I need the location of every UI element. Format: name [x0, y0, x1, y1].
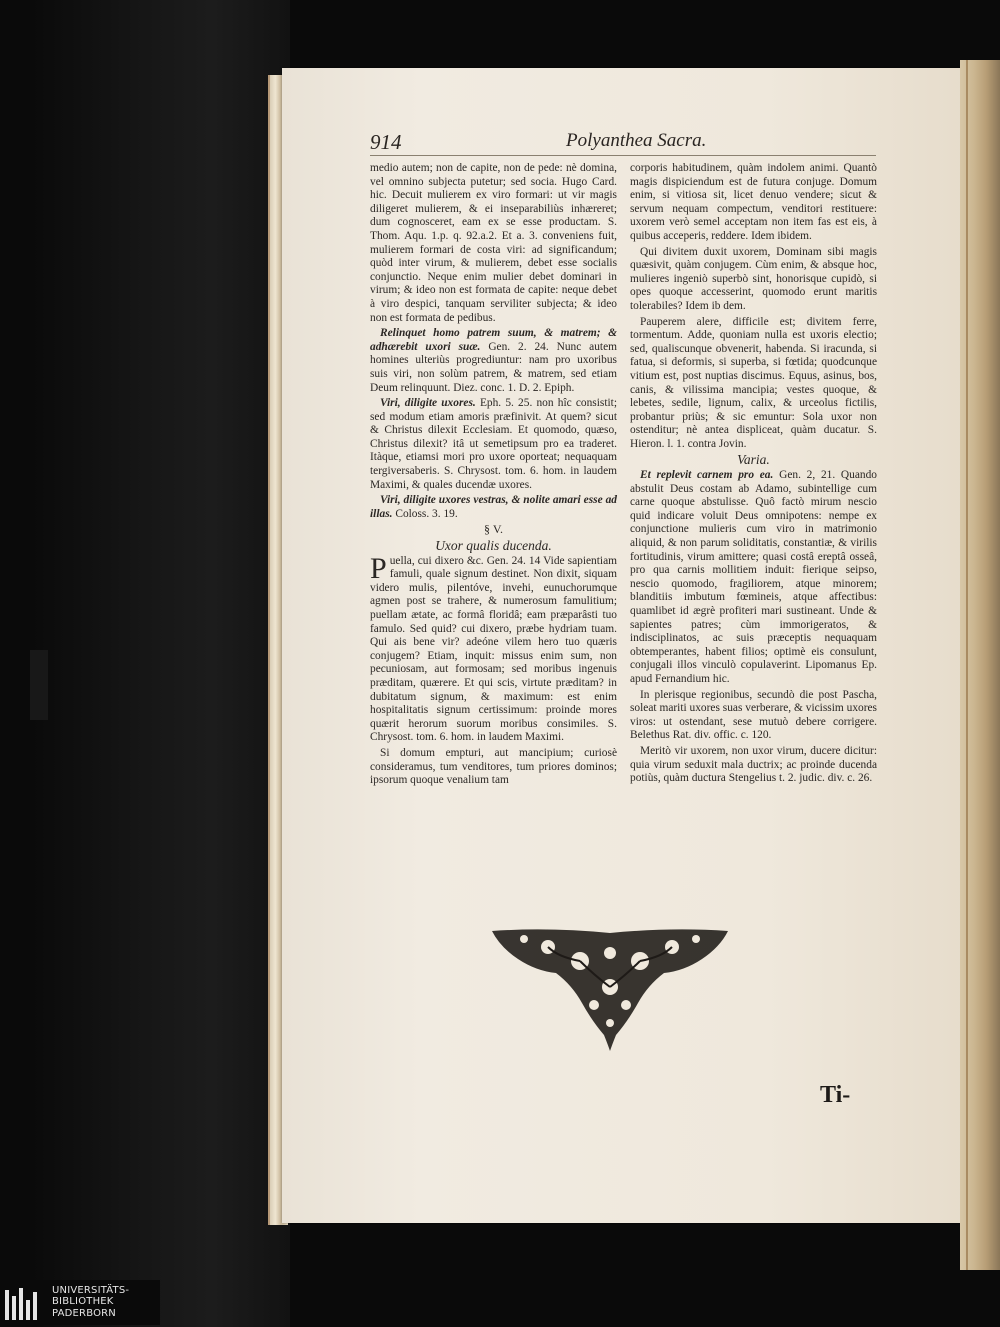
paragraph: Pauperem alere, difficile est; divitem ferre, tormentum. Adde, quoniam nulla est uxoris electio; sed, qualiscunque obvenerit, habenda. Si iracunda, si fatua, si deformis, si superba, si fœtida; quodcunque vitium est, post nuptias discimus. Equus, asinus, bos, canis, & vilissima mancipia; vestes quoque, & lebetes, sedile, lignum, calix, & urceolus fictilis, probantur priùs; & sic emuntur: Sola uxor non ostenditur; nè antea displiceat, quàm ducatur. S. Hieron. l. 1. contra Jovin. — [630, 315, 877, 450]
library-logo — [0, 1280, 160, 1325]
left-text-column — [370, 162, 617, 790]
page-number: 914 — [370, 130, 402, 154]
scripture-quote: Relinquet homo patrem suum, & matrem; & adhærebit uxori suæ. — [370, 327, 617, 353]
catchword: Ti- — [820, 1082, 851, 1108]
paragraph — [370, 551, 617, 745]
floral-ornament-icon — [488, 925, 732, 1053]
citation: Coloss. 3. 19. — [395, 507, 458, 520]
paragraph: Qui divitem duxit uxorem, Dominam sibi magis quæsivit, quàm conjugem. Cùm enim, & absque hoc, mulieres ingeniò superbò sint, honorisque cupidò, si opes quoque accesserint, quomodo erunt maritis tolerabiles? Idem ib dem. — [630, 245, 877, 312]
drop-cap: P — [370, 551, 387, 585]
paragraph — [370, 397, 617, 492]
paragraph — [630, 469, 877, 687]
library-name — [52, 1285, 129, 1319]
library-name-line: UNIVERSITÄTS- — [52, 1285, 130, 1296]
library-name-line: PADERBORN — [52, 1307, 116, 1319]
right-text-column — [630, 162, 877, 788]
commentary-text: Gen. 2. 24. Nunc autem homines ulteriùs progrediuntur: nam pro uxoribus suis viri, non solùm patrem, & matrem, sed etiam Deum relinquunt. Diez. conc. 1. D. 2. Epiph. — [370, 340, 617, 394]
paragraph: Meritò vir uxorem, non uxor virum, ducere dicitur: quia virum seduxit mala ductrix; ac proinde ducenda potiùs, quàm ductura Stengelius t. 2. judic. div. c. 26. — [630, 744, 877, 785]
section-number: § V. — [484, 522, 503, 537]
library-name-line: BIBLIOTHEK — [52, 1296, 114, 1308]
running-head — [370, 130, 876, 156]
section-heading: Varia. — [737, 452, 770, 468]
commentary-text: Gen. 2, 21. Quando abstulit Deus costam ab Adamo, subintellige cum carne quoque abstulisse. Quô factò mirum nescio quid indicare voluit Deus omnipotens: nempe ex conjunctione mulieris cum viro in matrimonio aliquid, & non parum soliditatis, constantiæ, & virilis fortitudinis, virum amittere; quasi costâ ereptâ osseâ, pro qua carnis mollitiem induit: fierique seipso, nescio quomodo, fragiliorem, atque minorem; blanditiis imbutum fœmineis, atque affectibus: quamlibet id ægrè profiteri mari sustineant. Unde & sapientes patres; cùm immorigeratos, & indisciplinatos, ac suis præceptis nequaquam obtemperantes, habent filios; optimè eis consulunt, conjugali illos vinculò copulaverint. Lipomanus Ep. apud Fernandium hic. — [630, 469, 877, 685]
commentary-text: Eph. 5. 25. non hîc consistit; sed modum etiam amoris præfinivit. At quem? sicut & Christus dilexit Ecclesiam. Et quomodo, quæso, Christus dilexit? itâ ut semetipsum pro ea traderet. Itàque, etiamsi mori pro uxore oporteat; nequaquam tergiversaberis. S. Chrysost. tom. 6. hom. in laudem Maximi, & quales ducendæ uxores. — [370, 397, 617, 491]
scripture-quote: Viri, diligite uxores vestras, & nolite amari esse ad illas. — [370, 494, 617, 520]
paragraph: corporis habitudinem, quàm indolem animi. Quantò magis dispiciendum est de futura conjuge. Domum enim, si vitiosa sit, licet denuo vendere; sicut & servum nequam compectum, venditori restituere: uxorem verò semel acceptam non item fas est eis, à quibus acceperis, reddere. Idem ibidem. — [630, 162, 877, 242]
paragraph: In plerisque regionibus, secundò die post Pascha, soleat mariti uxores suas verberare, & vicissim uxores viros: ut ostendant, sese mutuò debere corrigere. Belethus Rat. div. offic. c. 120. — [630, 688, 877, 742]
page-stack-edge-right — [960, 60, 1000, 1270]
library-logo-icon — [3, 1286, 43, 1322]
scripture-quote: Et replevit carnem pro ea. — [640, 469, 774, 482]
spine-band — [30, 650, 48, 720]
paragraph: medio autem; non de capite, non de pede: nè domina, vel omnino subjecta putetur; sed socia. Hugo Card. hic. Decuit mulierem ex viro formari: ut vir magis diligeret mulierem, & ei inseparabiliùs inhæreret; dum cognosceret, eam ex se esse productam. S. Thom. Aqu. 1.p. q. 92.a.2. Et a. 3. conveniens fuit, mulierem formari de costa viri: ad significandum; quòd inter virum, & mulierem, debet esse socialis conjunctio. Neque enim mulier debet dominari in virum; & ideo non est formata de capite: neque debet à viro despici, tanquam serviliter subjecta; & ideo non est formata de pedibus. — [370, 162, 617, 324]
scripture-quote: Viri, diligite uxores. — [380, 397, 476, 410]
paragraph: Si domum empturi, aut mancipium; curiosè consideramus, tum venditores, tum priores dominos; ipsorum quoque venalium tam — [370, 746, 617, 787]
commentary-text: uella, cui dixero &c. Gen. 24. 14 Vide sapientiam famuli, quale signum destinet. Non dixit, siquam videro mulis, pilentóve, invehi, eunuchorumque agmen post se trahere, & numerosum famulitium; puellam ætate, ac formâ floridâ; eam præparâsti tuo famulo. Sed quid? cui dixero, præbe hydriam tuam. Qui ais bene vir? adeóne vilem hero tuo quæris conjugem? Etiam, inquit: missus enim sum, non pecuniosam, aut formosam; sed moribus ingenuis præditam, quærere. Et qui scis, virtute præditam? in dubitatum signum, & maximum: est enim hospitalitatis signum certissimum: proinde mores quærit herorum suorum moribus consimiles. S. Chrysost. tom. 6. hom. in laudem Maximi. — [370, 554, 617, 744]
book-spine-shadow — [30, 0, 290, 1327]
paragraph — [370, 494, 617, 521]
section-heading: Uxor qualis ducenda. — [435, 538, 552, 554]
paragraph — [370, 327, 617, 395]
running-title: Polyanthea Sacra. — [566, 130, 707, 151]
